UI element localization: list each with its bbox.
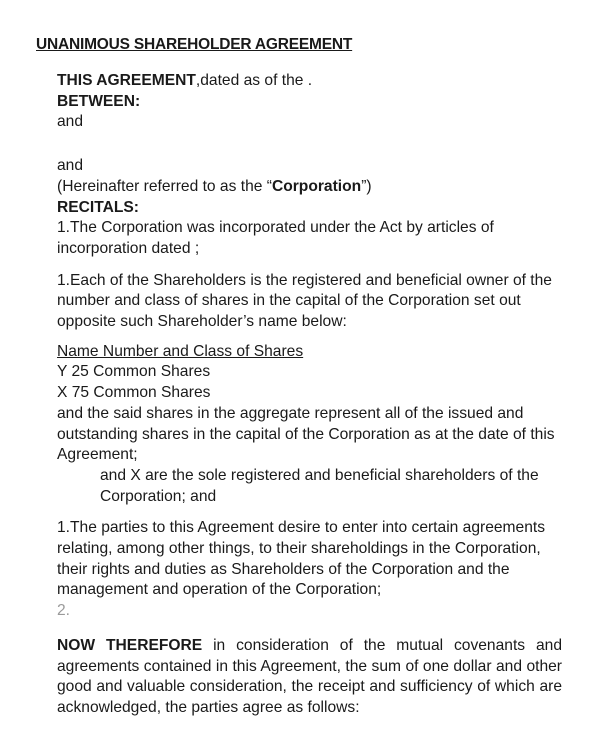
document-body [57,71,562,719]
hereinafter-suffix: ”) [361,177,372,195]
dated-text: ,dated as of the . [195,72,313,89]
corporation-term: Corporation [271,177,362,195]
parties-recital: 1.The parties to this Agreement desire to enter into certain agreements relating, among other things, to their shareholdings in the Corporation, their rights and duties as Shareholders of the Corporation and the management and operation of the Corporation; [57,519,546,599]
now-therefore-text: in consideration of the mutual covenants and agreements contained in this Agreement, the sum of one dollar and other good and valuable consideration, the receipt and sufficiency of which are acknowledged, the parties agree as follows: [57,636,563,716]
recital-incorporation: 1.The Corporation was incorporated under the Act by articles of incorporation dated ; [57,219,494,257]
and-line-1: and [57,113,84,131]
now-therefore-paragraph [57,636,562,719]
agreement-line [57,71,562,92]
sole-shareholders-text: and X are the sole registered and beneficial shareholders of the Corporation; and [100,466,539,505]
document-title: UNANIMOUS SHAREHOLDER AGREEMENT [36,36,353,53]
recital-number-2: 2. [57,602,71,620]
this-agreement-label: THIS AGREEMENT [57,72,196,89]
shares-table-header: Name Number and Class of Shares [57,342,304,360]
hereinafter-line [57,177,562,198]
now-therefore-label: NOW THEREFORE [57,636,203,654]
recitals-heading: RECITALS: [57,198,140,216]
recital-shareholders: 1.Each of the Shareholders is the registered and beneficial owner of the number and class of shares in the capital of the Corporation set out opposite such Shareholder’s name below: [57,271,552,331]
shares-row: Y 25 Common Shares [57,363,211,381]
and-line-2: and [57,157,84,175]
shares-row: X 75 Common Shares [57,384,211,402]
hereinafter-prefix: (Hereinafter referred to as the “ [57,177,272,195]
aggregate-text: and the said shares in the aggregate represent all of the issued and outstanding shares in the capital of the Corporation as at the date of this Agreement; [57,404,555,464]
between-heading: BETWEEN: [57,92,141,110]
